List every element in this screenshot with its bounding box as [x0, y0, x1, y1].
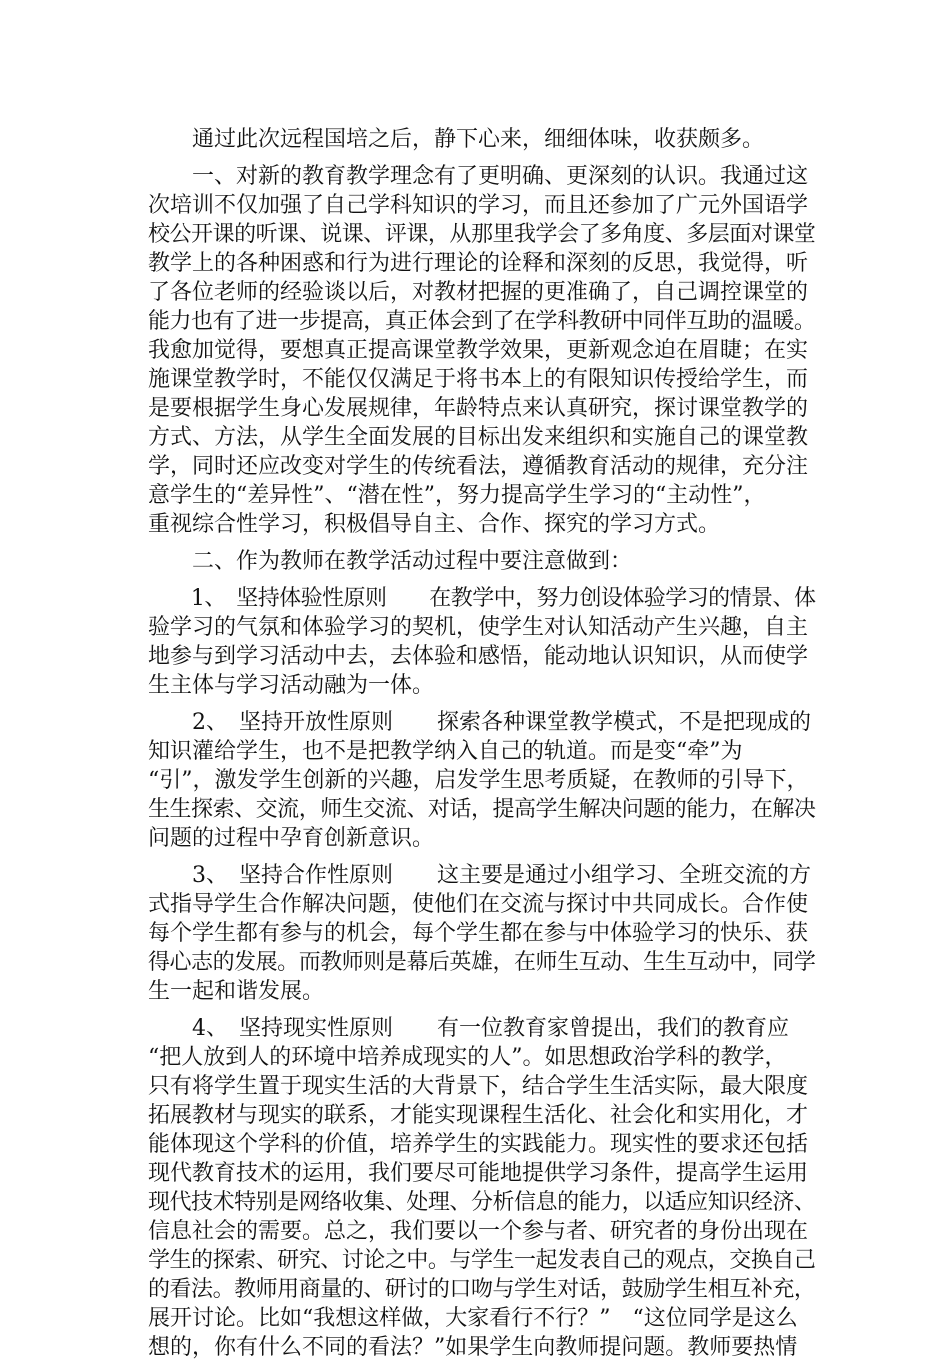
text-line: 通过此次远程国培之后，静下心来，细细体味，收获颇多。: [148, 127, 765, 152]
text-line: 2、 坚持开放性原则 探索各种课堂教学模式，不是把现成的: [148, 710, 811, 735]
text-line: 次培训不仅加强了自己学科知识的学习，而且还参加了广元外国语学: [148, 193, 809, 218]
text-line: 只有将学生置于现实生活的大背景下，结合学生生活实际，最大限度: [148, 1074, 809, 1099]
text-line: “把人放到人的环境中培养成现实的人”。如思想政治学科的教学，: [148, 1045, 787, 1070]
text-line: 每个学生都有参与的机会，每个学生都在参与中体验学习的快乐、获: [148, 921, 809, 946]
text-line: 4、 坚持现实性原则 有一位教育家曾提出，我们的教育应: [148, 1016, 789, 1041]
paragraph: [148, 861, 816, 1006]
text-line: 教学上的各种困惑和行为进行理论的诠释和深刻的反思，我觉得，听: [148, 251, 809, 276]
text-line: 3、 坚持合作性原则 这主要是通过小组学习、全班交流的方: [148, 863, 811, 888]
text-line: 得心志的发展。而教师则是幕后英雄，在师生互动、生生互动中，同学: [148, 950, 816, 975]
text-line: 生生探索、交流，师生交流、对话，提高学生解决问题的能力，在解决: [148, 797, 816, 822]
text-line: 现代技术特别是网络收集、处理、分析信息的能力，以适应知识经济、: [148, 1190, 816, 1215]
text-line: 施课堂教学时，不能仅仅满足于将书本上的有限知识传授给学生，而: [148, 367, 809, 392]
paragraph: [148, 584, 816, 700]
text-line: 拓展教材与现实的联系，才能实现课程生活化、社会化和实用化，才: [148, 1103, 809, 1128]
text-line: 学，同时还应改变对学生的传统看法，遵循教育活动的规律，充分注: [148, 454, 809, 479]
text-line: 能力也有了进一步提高，真正体会到了在学科教研中同伴互助的温暖。: [148, 309, 816, 334]
document-body: [148, 125, 816, 1362]
paragraph: [148, 708, 816, 853]
text-line: 问题的过程中孕育创新意识。: [148, 826, 435, 851]
text-line: 生主体与学习活动融为一体。: [148, 673, 435, 698]
text-line: 验学习的气氛和体验学习的契机，使学生对认知活动产生兴趣，自主: [148, 615, 809, 640]
text-line: 1、 坚持体验性原则 在教学中，努力创设体验学习的情景、体: [148, 586, 816, 611]
paragraph-gap: [148, 1006, 816, 1014]
text-line: 一、对新的教育教学理念有了更明确、更深刻的认识。我通过这: [148, 164, 809, 189]
text-line: 学生的探索、研究、讨论之中。与学生一起发表自己的观点，交换自己: [148, 1248, 816, 1273]
paragraph-gap: [148, 700, 816, 708]
paragraph: [148, 1014, 816, 1362]
text-line: 地参与到学习活动中去，去体验和感悟，能动地认识知识，从而使学: [148, 644, 809, 669]
paragraph: [148, 547, 816, 576]
text-line: 展开讨论。比如“我想这样做，大家看行不行？” “这位同学是这么: [148, 1306, 798, 1331]
text-line: 二、作为教师在教学活动过程中要注意做到：: [148, 549, 633, 574]
text-line: 了各位老师的经验谈以后，对教材把握的更准确了，自己调控课堂的: [148, 280, 809, 305]
text-line: 想的，你有什么不同的看法？”如果学生向教师提问题。教师要热情: [148, 1335, 798, 1360]
paragraph-gap: [148, 853, 816, 861]
paragraph: [148, 125, 816, 154]
paragraph-gap: [148, 154, 816, 162]
text-line: 方式、方法，从学生全面发展的目标出发来组织和实施自己的课堂教: [148, 425, 809, 450]
text-line: 式指导学生合作解决问题，使他们在交流与探讨中共同成长。合作使: [148, 892, 809, 917]
text-line: 现代教育技术的运用，我们要尽可能地提供学习条件，提高学生运用: [148, 1161, 809, 1186]
paragraph-gap: [148, 576, 816, 584]
text-line: 是要根据学生身心发展规律，年龄特点来认真研究，探讨课堂教学的: [148, 396, 809, 421]
text-line: 生一起和谐发展。: [148, 979, 325, 1004]
text-line: 重视综合性学习，积极倡导自主、合作、探究的学习方式。: [148, 512, 721, 537]
text-line: “引”，激发学生创新的兴趣，启发学生思考质疑，在教师的引导下，: [148, 768, 809, 793]
text-line: 信息社会的需要。总之，我们要以一个参与者、研究者的身份出现在: [148, 1219, 809, 1244]
paragraph: [148, 162, 816, 539]
text-line: 能体现这个学科的价值，培养学生的实践能力。现实性的要求还包括: [148, 1132, 809, 1157]
text-line: 的看法。教师用商量的、研讨的口吻与学生对话，鼓励学生相互补充，: [148, 1277, 816, 1302]
text-line: 我愈加觉得，要想真正提高课堂教学效果，更新观念迫在眉睫；在实: [148, 338, 809, 363]
text-line: 校公开课的听课、说课、评课，从那里我学会了多角度、多层面对课堂: [148, 222, 816, 247]
paragraph-gap: [148, 539, 816, 547]
text-line: 知识灌给学生，也不是把教学纳入自己的轨道。而是变“牵”为: [148, 739, 743, 764]
text-line: 意学生的“差异性”、“潜在性”，努力提高学生学习的“主动性”，: [148, 483, 766, 508]
